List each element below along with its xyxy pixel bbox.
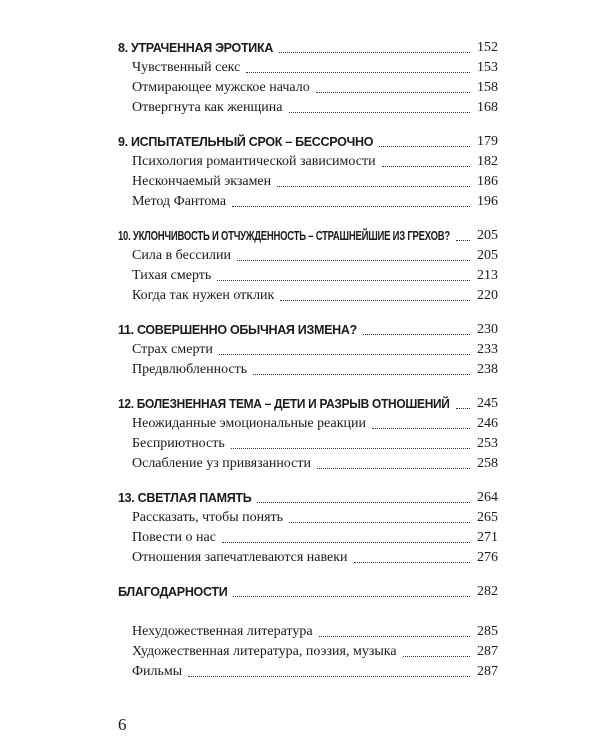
toc-chapter xyxy=(118,320,498,380)
toc-entry-title: Сила в бессилии xyxy=(132,248,232,263)
dot-leader xyxy=(456,407,470,409)
toc-page-number: 271 xyxy=(477,530,498,545)
toc-page-number: 230 xyxy=(477,322,498,337)
toc-page-number: 182 xyxy=(477,154,498,169)
toc-page-number: 153 xyxy=(477,60,498,75)
dot-leader xyxy=(363,333,470,335)
toc-page-number: 205 xyxy=(477,228,498,243)
toc-chapter xyxy=(118,132,498,212)
dot-leader xyxy=(382,165,470,167)
toc-entry xyxy=(118,58,498,78)
dot-leader xyxy=(372,427,470,429)
spacer xyxy=(118,602,498,622)
toc-page-number: 287 xyxy=(477,664,498,679)
dot-leader xyxy=(379,145,470,147)
dot-leader xyxy=(222,541,470,543)
toc-page-number: 245 xyxy=(477,396,498,411)
toc-page-number: 258 xyxy=(477,456,498,471)
toc-page-number: 265 xyxy=(477,510,498,525)
toc-page-number: 152 xyxy=(477,40,498,55)
dot-leader xyxy=(319,635,470,637)
toc-entry xyxy=(118,360,498,380)
toc-entry xyxy=(118,454,498,474)
toc-entry-title: Бесприютность xyxy=(132,436,225,451)
toc-chapter-heading xyxy=(118,132,498,152)
toc-page-number: 246 xyxy=(477,416,498,431)
dot-leader xyxy=(279,51,470,53)
toc-entry xyxy=(118,152,498,172)
toc-chapter xyxy=(118,226,498,306)
toc-entry xyxy=(118,434,498,454)
toc-entry-title: Нехудожественная литература xyxy=(132,624,313,639)
dot-leader xyxy=(456,239,470,241)
toc-entry-title: Чувственный секс xyxy=(132,60,241,75)
dot-leader xyxy=(231,447,470,449)
dot-leader xyxy=(188,675,470,677)
toc-entry-title: Ослабление уз привязанности xyxy=(132,456,311,471)
dot-leader xyxy=(354,561,470,563)
toc-entry xyxy=(118,414,498,434)
toc-entry-title: Психология романтической зависимости xyxy=(132,154,376,169)
toc-entry-title: Нескончаемый экзамен xyxy=(132,174,272,189)
toc-page-number: 276 xyxy=(477,550,498,565)
toc-chapter-title: 10. УКЛОНЧИВОСТЬ И ОТЧУЖДЕННОСТЬ – СТРАШНЕЙШИЕ ИЗ ГРЕХОВ? xyxy=(118,229,450,243)
toc-chapter-title: БЛАГОДАРНОСТИ xyxy=(118,585,228,599)
toc-chapter-heading xyxy=(118,38,498,58)
toc-chapter xyxy=(118,488,498,568)
toc-entry-title: Страх смерти xyxy=(132,342,213,357)
toc-entry xyxy=(118,78,498,98)
toc-chapter-heading xyxy=(118,226,498,246)
toc-chapter-title: 8. УТРАЧЕННАЯ ЭРОТИКА xyxy=(118,41,274,55)
toc-chapter-title: 13. СВЕТЛАЯ ПАМЯТЬ xyxy=(118,491,252,505)
toc-chapter xyxy=(118,38,498,118)
toc-entry-title: Когда так нужен отклик xyxy=(132,288,275,303)
toc-entry-title: Художественная литература, поэзия, музыка xyxy=(132,644,397,659)
toc-entry xyxy=(118,286,498,306)
toc-chapter-title: 9. ИСПЫТАТЕЛЬНЫЙ СРОК – БЕССРОЧНО xyxy=(118,135,374,149)
dot-leader xyxy=(257,501,470,503)
toc-chapter-heading xyxy=(118,582,498,602)
toc-entry xyxy=(118,192,498,212)
toc-entry xyxy=(118,340,498,360)
toc-page-number: 196 xyxy=(477,194,498,209)
toc-chapter-heading xyxy=(118,320,498,340)
toc-entry xyxy=(118,172,498,192)
dot-leader xyxy=(289,111,471,113)
toc-page-number: 186 xyxy=(477,174,498,189)
dot-leader xyxy=(232,205,470,207)
dot-leader xyxy=(289,521,470,523)
toc-chapter-title: 12. БОЛЕЗНЕННАЯ ТЕМА – ДЕТИ И РАЗРЫВ ОТНОШЕНИЙ xyxy=(118,397,450,411)
dot-leader xyxy=(316,91,470,93)
dot-leader xyxy=(280,299,470,301)
dot-leader xyxy=(253,373,470,375)
toc-page-number: 158 xyxy=(477,80,498,95)
toc-entry xyxy=(118,548,498,568)
toc-entry xyxy=(118,246,498,266)
toc-page-number: 285 xyxy=(477,624,498,639)
toc-chapter-heading xyxy=(118,488,498,508)
toc-entry xyxy=(118,622,498,642)
toc-entry-title: Отмирающее мужское начало xyxy=(132,80,310,95)
toc-entry xyxy=(118,266,498,286)
toc-page-number: 282 xyxy=(477,584,498,599)
dot-leader xyxy=(246,71,470,73)
dot-leader xyxy=(237,259,470,261)
toc-page-number: 287 xyxy=(477,644,498,659)
toc-chapter xyxy=(118,394,498,474)
toc-page-number: 220 xyxy=(477,288,498,303)
toc-entry xyxy=(118,642,498,662)
dot-leader xyxy=(317,467,470,469)
toc-entry-title: Предвлюбленность xyxy=(132,362,248,377)
toc-page-number: 233 xyxy=(477,342,498,357)
toc-page-number: 238 xyxy=(477,362,498,377)
toc-page-number: 253 xyxy=(477,436,498,451)
toc-chapter xyxy=(118,582,498,682)
toc-entry xyxy=(118,528,498,548)
toc-entry-title: Отвергнута как женщина xyxy=(132,100,283,115)
toc-page-number: 179 xyxy=(477,134,498,149)
dot-leader xyxy=(233,595,470,597)
dot-leader xyxy=(217,279,470,281)
dot-leader xyxy=(219,353,470,355)
toc-entry-title: Метод Фантома xyxy=(132,194,227,209)
toc-entry-title: Повести о нас xyxy=(132,530,216,545)
dot-leader xyxy=(403,655,470,657)
toc-entry-title: Неожиданные эмоциональные реакции xyxy=(132,416,367,431)
toc-entry xyxy=(118,508,498,528)
toc-chapter-title: 11. СОВЕРШЕННО ОБЫЧНАЯ ИЗМЕНА? xyxy=(118,323,357,337)
toc-entry-title: Фильмы xyxy=(132,664,183,679)
toc-entry xyxy=(118,662,498,682)
page-number: 6 xyxy=(118,715,127,734)
toc-entry-title: Рассказать, чтобы понять xyxy=(132,510,284,525)
toc-page-number: 213 xyxy=(477,268,498,283)
toc-entry-title: Тихая смерть xyxy=(132,268,212,283)
toc-entry xyxy=(118,98,498,118)
table-of-contents xyxy=(118,38,498,696)
toc-entry-title: Отношения запечатлеваются навеки xyxy=(132,550,348,565)
toc-page-number: 264 xyxy=(477,490,498,505)
toc-page-number: 205 xyxy=(477,248,498,263)
toc-chapter-heading xyxy=(118,394,498,414)
toc-page-number: 168 xyxy=(477,100,498,115)
dot-leader xyxy=(277,185,470,187)
